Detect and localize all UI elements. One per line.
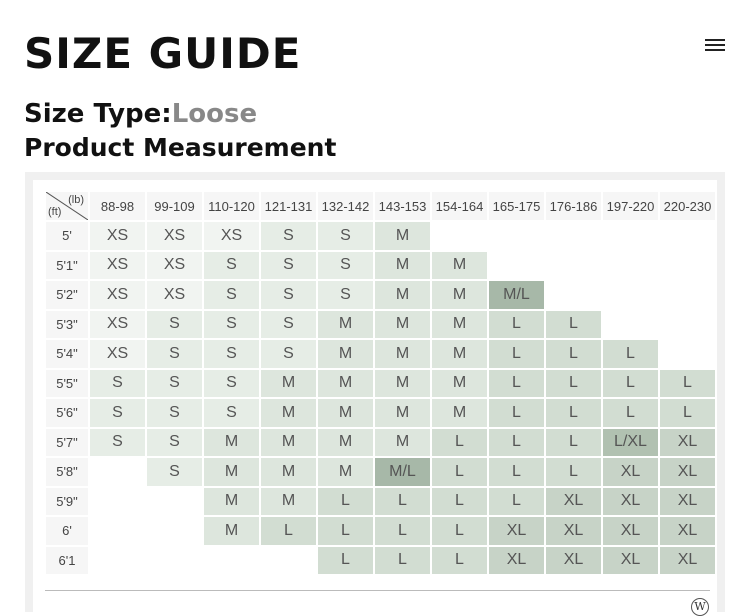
size-cell: M: [432, 340, 487, 368]
size-cell: S: [204, 252, 259, 280]
size-cell: M: [375, 222, 430, 250]
table-row: [46, 458, 715, 486]
divider-line: [45, 590, 710, 591]
size-cell: [660, 340, 715, 368]
weight-header-row: [46, 192, 715, 220]
size-cell: XS: [90, 222, 145, 250]
brand-logo-icon: W: [691, 598, 709, 616]
height-label-cell: 5': [46, 222, 88, 250]
weight-header-cell: 154-164: [432, 192, 487, 220]
size-cell: XS: [147, 222, 202, 250]
size-cell: XL: [546, 517, 601, 545]
size-cell: XS: [147, 281, 202, 309]
table-row: [46, 340, 715, 368]
page-title: SIZE GUIDE: [24, 29, 302, 78]
size-chart-panel: [25, 172, 725, 612]
size-cell: L: [546, 340, 601, 368]
height-label-cell: 5'2": [46, 281, 88, 309]
size-cell: M/L: [375, 458, 430, 486]
table-row: [46, 517, 715, 545]
size-cell: L: [546, 370, 601, 398]
size-cell: M: [318, 429, 373, 457]
size-cell: [603, 281, 658, 309]
weight-header-cell: 132-142: [318, 192, 373, 220]
size-cell: L: [603, 340, 658, 368]
size-cell: [603, 222, 658, 250]
size-cell: XS: [90, 281, 145, 309]
height-label-cell: 5'7": [46, 429, 88, 457]
size-cell: L: [432, 547, 487, 575]
size-cell: [147, 517, 202, 545]
size-cell: [147, 488, 202, 516]
size-cell: L: [318, 488, 373, 516]
size-cell: S: [261, 222, 316, 250]
height-label-cell: 5'6": [46, 399, 88, 427]
size-cell: M: [375, 252, 430, 280]
size-cell: M: [318, 458, 373, 486]
size-cell: L: [432, 488, 487, 516]
size-cell: L: [375, 517, 430, 545]
size-cell: S: [90, 399, 145, 427]
size-cell: M: [318, 399, 373, 427]
size-cell: XS: [204, 222, 259, 250]
size-cell: M: [375, 399, 430, 427]
size-cell: S: [90, 429, 145, 457]
size-cell: [90, 547, 145, 575]
size-cell: XS: [90, 311, 145, 339]
size-cell: S: [261, 311, 316, 339]
size-cell: M: [432, 252, 487, 280]
size-cell: [204, 547, 259, 575]
size-cell: S: [318, 222, 373, 250]
size-cell: M: [318, 311, 373, 339]
size-cell: S: [147, 340, 202, 368]
size-type-value: Loose: [171, 99, 258, 129]
measurement-title: Product Measurement: [24, 133, 337, 162]
size-cell: S: [318, 281, 373, 309]
size-cell: L: [489, 399, 544, 427]
size-cell: M: [261, 488, 316, 516]
weight-header-cell: 110-120: [204, 192, 259, 220]
size-cell: S: [204, 281, 259, 309]
size-chart-table: [44, 190, 717, 576]
size-chart-inner: [33, 180, 717, 612]
size-cell: [660, 281, 715, 309]
size-cell: [90, 488, 145, 516]
size-cell: M: [375, 281, 430, 309]
size-cell: XL: [660, 488, 715, 516]
table-row: [46, 281, 715, 309]
size-cell: XL: [546, 488, 601, 516]
size-cell: L: [489, 311, 544, 339]
table-row: [46, 547, 715, 575]
size-cell: [489, 222, 544, 250]
size-cell: S: [147, 458, 202, 486]
size-cell: L: [546, 458, 601, 486]
table-row: [46, 222, 715, 250]
weight-header-cell: 99-109: [147, 192, 202, 220]
size-cell: L: [375, 547, 430, 575]
size-cell: L: [603, 399, 658, 427]
size-cell: M: [432, 311, 487, 339]
size-chart-body: [46, 222, 715, 574]
size-cell: S: [147, 429, 202, 457]
size-cell: XL: [603, 458, 658, 486]
size-cell: L: [375, 488, 430, 516]
size-cell: [660, 222, 715, 250]
size-cell: L: [489, 488, 544, 516]
weight-header-cell: 220-230: [660, 192, 715, 220]
size-cell: XL: [603, 517, 658, 545]
size-cell: XL: [603, 488, 658, 516]
size-cell: [147, 547, 202, 575]
weight-header-cell: 121-131: [261, 192, 316, 220]
height-label-cell: 5'3": [46, 311, 88, 339]
weight-header-cell: 88-98: [90, 192, 145, 220]
size-cell: L: [432, 429, 487, 457]
size-cell: M: [432, 399, 487, 427]
size-cell: S: [204, 340, 259, 368]
size-cell: L: [489, 429, 544, 457]
size-cell: M: [318, 370, 373, 398]
size-cell: L: [546, 429, 601, 457]
size-cell: M: [432, 281, 487, 309]
size-cell: [546, 281, 601, 309]
size-cell: L: [318, 547, 373, 575]
height-label-cell: 5'1": [46, 252, 88, 280]
size-cell: [261, 547, 316, 575]
size-cell: XL: [489, 547, 544, 575]
size-cell: XL: [603, 547, 658, 575]
table-row: [46, 311, 715, 339]
size-cell: XL: [660, 429, 715, 457]
size-cell: M: [375, 340, 430, 368]
size-cell: M: [375, 370, 430, 398]
size-type: [24, 98, 257, 130]
size-cell: [603, 252, 658, 280]
size-cell: XS: [90, 252, 145, 280]
weight-header-cell: 197-220: [603, 192, 658, 220]
size-cell: L: [432, 517, 487, 545]
size-cell: M: [261, 370, 316, 398]
size-cell: S: [90, 370, 145, 398]
size-cell: XL: [489, 517, 544, 545]
table-row: [46, 429, 715, 457]
size-cell: M: [318, 340, 373, 368]
table-row: [46, 252, 715, 280]
size-cell: L: [660, 399, 715, 427]
size-cell: L: [603, 370, 658, 398]
size-cell: [489, 252, 544, 280]
height-label-cell: 5'5": [46, 370, 88, 398]
height-label-cell: 5'9": [46, 488, 88, 516]
size-cell: [660, 252, 715, 280]
size-cell: L: [261, 517, 316, 545]
height-label-cell: 5'4": [46, 340, 88, 368]
size-cell: XS: [147, 252, 202, 280]
size-cell: M: [261, 458, 316, 486]
size-cell: M: [261, 429, 316, 457]
size-cell: S: [147, 370, 202, 398]
size-cell: M: [375, 311, 430, 339]
size-type-label: Size Type:: [24, 99, 172, 129]
height-unit-label: (ft): [48, 206, 62, 218]
table-row: [46, 399, 715, 427]
size-cell: M: [204, 458, 259, 486]
weight-header-cell: 165-175: [489, 192, 544, 220]
size-cell: S: [204, 311, 259, 339]
size-cell: M: [432, 370, 487, 398]
table-row: [46, 488, 715, 516]
size-cell: [603, 311, 658, 339]
size-cell: [660, 311, 715, 339]
corner-cell: [46, 192, 88, 220]
size-cell: [90, 517, 145, 545]
size-cell: S: [261, 340, 316, 368]
size-cell: [432, 222, 487, 250]
size-cell: M: [375, 429, 430, 457]
size-cell: L: [546, 311, 601, 339]
size-cell: S: [147, 311, 202, 339]
size-cell: XL: [660, 517, 715, 545]
size-cell: L: [546, 399, 601, 427]
size-cell: L: [489, 370, 544, 398]
height-label-cell: 5'8": [46, 458, 88, 486]
size-cell: S: [261, 281, 316, 309]
size-cell: S: [318, 252, 373, 280]
size-cell: S: [147, 399, 202, 427]
size-cell: M: [204, 517, 259, 545]
size-cell: S: [204, 370, 259, 398]
size-cell: [546, 222, 601, 250]
size-cell: M: [204, 429, 259, 457]
size-cell: M: [204, 488, 259, 516]
weight-header-cell: 143-153: [375, 192, 430, 220]
size-cell: L: [489, 458, 544, 486]
size-cell: XL: [660, 458, 715, 486]
size-cell: S: [204, 399, 259, 427]
size-cell: L/XL: [603, 429, 658, 457]
height-label-cell: 6': [46, 517, 88, 545]
size-cell: L: [432, 458, 487, 486]
size-cell: XL: [546, 547, 601, 575]
table-row: [46, 370, 715, 398]
weight-header-cell: 176-186: [546, 192, 601, 220]
height-label-cell: 6'1: [46, 547, 88, 575]
size-cell: L: [660, 370, 715, 398]
size-cell: L: [489, 340, 544, 368]
size-cell: XL: [660, 547, 715, 575]
size-cell: S: [261, 252, 316, 280]
size-cell: L: [318, 517, 373, 545]
size-cell: [90, 458, 145, 486]
size-cell: M/L: [489, 281, 544, 309]
size-cell: M: [261, 399, 316, 427]
size-cell: XS: [90, 340, 145, 368]
hamburger-menu-icon[interactable]: [705, 39, 725, 53]
weight-unit-label: (lb): [68, 194, 84, 206]
size-cell: [546, 252, 601, 280]
